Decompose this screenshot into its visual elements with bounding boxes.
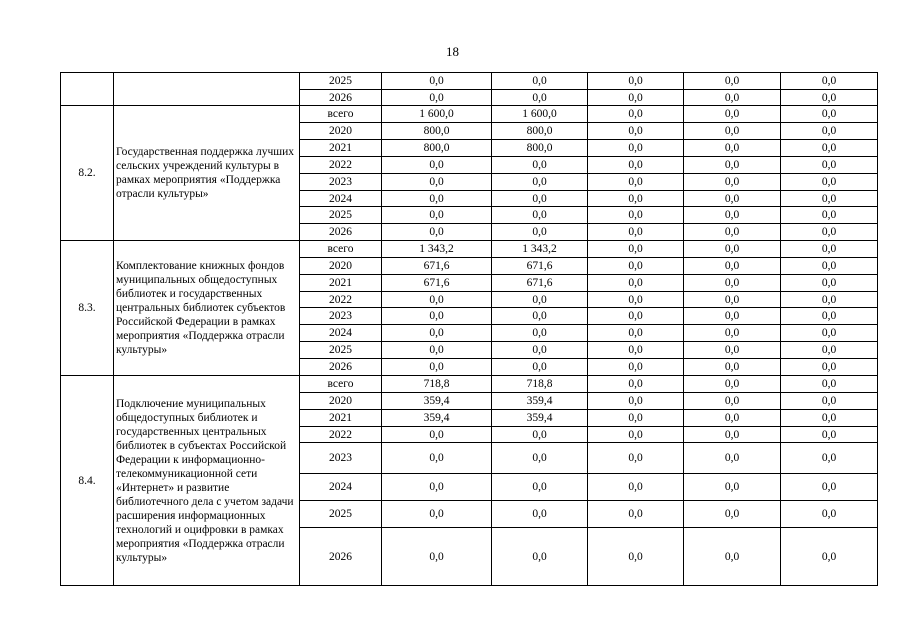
amount-cell: 0,0 [684, 528, 781, 586]
page-number: 18 [446, 44, 459, 59]
table-row [61, 241, 878, 258]
amount-cell: 0,0 [588, 191, 684, 207]
amount-cell: 0,0 [781, 443, 878, 474]
amount-cell: 0,0 [492, 191, 588, 207]
amount-cell: 0,0 [588, 292, 684, 308]
year-cell: 2023 [300, 174, 382, 191]
amount-cell: 0,0 [684, 427, 781, 443]
amount-cell: 0,0 [588, 73, 684, 90]
year-cell: 2022 [300, 427, 382, 443]
item-number-cell: 8.4. [61, 376, 114, 586]
amount-cell: 0,0 [684, 410, 781, 427]
amount-cell: 1 343,2 [492, 241, 588, 258]
amount-cell: 0,0 [492, 325, 588, 342]
amount-cell: 0,0 [382, 501, 492, 528]
amount-cell: 0,0 [781, 308, 878, 325]
amount-cell: 0,0 [382, 174, 492, 191]
amount-cell: 0,0 [588, 359, 684, 376]
amount-cell: 359,4 [382, 393, 492, 410]
table-row [61, 106, 878, 123]
item-number-cell: 8.2. [61, 106, 114, 241]
amount-cell: 0,0 [588, 325, 684, 342]
amount-cell: 0,0 [382, 359, 492, 376]
amount-cell: 0,0 [492, 359, 588, 376]
amount-cell: 0,0 [684, 359, 781, 376]
amount-cell: 1 600,0 [492, 106, 588, 123]
amount-cell: 0,0 [781, 73, 878, 90]
amount-cell: 0,0 [492, 174, 588, 191]
budget-table [60, 72, 878, 586]
amount-cell: 0,0 [781, 342, 878, 359]
table-row [61, 376, 878, 393]
amount-cell: 0,0 [588, 501, 684, 528]
amount-cell: 0,0 [781, 174, 878, 191]
amount-cell: 0,0 [492, 157, 588, 174]
year-cell: всего [300, 376, 382, 393]
amount-cell: 0,0 [492, 342, 588, 359]
amount-cell: 0,0 [781, 140, 878, 157]
amount-cell: 0,0 [588, 123, 684, 140]
amount-cell: 0,0 [382, 157, 492, 174]
year-cell: 2025 [300, 73, 382, 90]
amount-cell: 0,0 [382, 224, 492, 241]
amount-cell: 0,0 [684, 376, 781, 393]
program-name-cell: Комплектование книжных фондов муниципальных общедоступных библиотек и государственных центральных библиотек субъектов Российской Федерации в рамках мероприятия «Поддержка отрасли культуры» [114, 241, 300, 376]
year-cell: 2021 [300, 275, 382, 292]
amount-cell: 0,0 [684, 241, 781, 258]
amount-cell: 0,0 [684, 207, 781, 224]
amount-cell: 0,0 [781, 90, 878, 106]
amount-cell: 0,0 [781, 410, 878, 427]
amount-cell: 0,0 [588, 474, 684, 501]
amount-cell: 0,0 [382, 207, 492, 224]
item-number-cell [61, 73, 114, 106]
amount-cell: 0,0 [382, 325, 492, 342]
amount-cell: 0,0 [781, 241, 878, 258]
program-name-cell: Подключение муниципальных общедоступных библиотек и государственных центральных библиотек в субъектах Российской Федерации к информационно-телекоммуникационной сети «Интернет» и развитие библиотечного дела с учетом задачи расширения информационных технологий и оцифровки в рамках мероприятия «Поддержка отрасли культуры» [114, 376, 300, 586]
amount-cell: 0,0 [781, 325, 878, 342]
year-cell: 2023 [300, 443, 382, 474]
amount-cell: 671,6 [382, 258, 492, 275]
amount-cell: 0,0 [684, 191, 781, 207]
amount-cell: 0,0 [588, 258, 684, 275]
amount-cell: 0,0 [684, 275, 781, 292]
program-name-cell [114, 73, 300, 106]
year-cell: 2026 [300, 528, 382, 586]
amount-cell: 0,0 [492, 207, 588, 224]
amount-cell: 0,0 [492, 292, 588, 308]
amount-cell: 0,0 [684, 224, 781, 241]
amount-cell: 0,0 [382, 528, 492, 586]
amount-cell: 671,6 [492, 275, 588, 292]
amount-cell: 0,0 [492, 90, 588, 106]
amount-cell: 0,0 [588, 90, 684, 106]
amount-cell: 0,0 [588, 106, 684, 123]
amount-cell: 0,0 [588, 241, 684, 258]
amount-cell: 0,0 [382, 73, 492, 90]
amount-cell: 0,0 [781, 207, 878, 224]
amount-cell: 800,0 [492, 140, 588, 157]
amount-cell: 671,6 [382, 275, 492, 292]
amount-cell: 0,0 [684, 443, 781, 474]
year-cell: 2025 [300, 501, 382, 528]
amount-cell: 0,0 [382, 191, 492, 207]
amount-cell: 0,0 [588, 140, 684, 157]
amount-cell: 0,0 [781, 157, 878, 174]
amount-cell: 0,0 [781, 474, 878, 501]
amount-cell: 718,8 [492, 376, 588, 393]
amount-cell: 0,0 [781, 123, 878, 140]
year-cell: 2020 [300, 393, 382, 410]
year-cell: 2020 [300, 123, 382, 140]
amount-cell: 0,0 [781, 258, 878, 275]
amount-cell: 0,0 [588, 376, 684, 393]
amount-cell: 359,4 [382, 410, 492, 427]
amount-cell: 0,0 [781, 427, 878, 443]
table-row [61, 73, 878, 90]
amount-cell: 0,0 [492, 501, 588, 528]
amount-cell: 0,0 [684, 73, 781, 90]
amount-cell: 0,0 [588, 342, 684, 359]
year-cell: 2026 [300, 359, 382, 376]
year-cell: 2024 [300, 191, 382, 207]
amount-cell: 0,0 [684, 393, 781, 410]
year-cell: 2026 [300, 224, 382, 241]
amount-cell: 0,0 [382, 427, 492, 443]
amount-cell: 0,0 [588, 275, 684, 292]
amount-cell: 0,0 [781, 106, 878, 123]
amount-cell: 0,0 [382, 292, 492, 308]
year-cell: 2020 [300, 258, 382, 275]
amount-cell: 0,0 [684, 123, 781, 140]
amount-cell: 0,0 [588, 443, 684, 474]
amount-cell: 0,0 [382, 342, 492, 359]
amount-cell: 0,0 [492, 224, 588, 241]
amount-cell: 0,0 [588, 528, 684, 586]
year-cell: 2021 [300, 140, 382, 157]
year-cell: всего [300, 241, 382, 258]
amount-cell: 0,0 [684, 140, 781, 157]
amount-cell: 671,6 [492, 258, 588, 275]
amount-cell: 0,0 [588, 207, 684, 224]
amount-cell: 0,0 [382, 308, 492, 325]
amount-cell: 0,0 [588, 410, 684, 427]
amount-cell: 0,0 [382, 90, 492, 106]
amount-cell: 0,0 [684, 106, 781, 123]
amount-cell: 359,4 [492, 393, 588, 410]
amount-cell: 1 600,0 [382, 106, 492, 123]
amount-cell: 0,0 [684, 325, 781, 342]
amount-cell: 0,0 [684, 501, 781, 528]
year-cell: 2023 [300, 308, 382, 325]
amount-cell: 0,0 [492, 474, 588, 501]
amount-cell: 0,0 [684, 258, 781, 275]
amount-cell: 0,0 [492, 73, 588, 90]
amount-cell: 0,0 [492, 427, 588, 443]
amount-cell: 800,0 [382, 123, 492, 140]
year-cell: 2026 [300, 90, 382, 106]
item-number-cell: 8.3. [61, 241, 114, 376]
amount-cell: 0,0 [781, 393, 878, 410]
amount-cell: 359,4 [492, 410, 588, 427]
amount-cell: 800,0 [492, 123, 588, 140]
amount-cell: 0,0 [781, 501, 878, 528]
year-cell: 2021 [300, 410, 382, 427]
amount-cell: 0,0 [382, 474, 492, 501]
budget-table-body [61, 73, 878, 586]
amount-cell: 0,0 [492, 443, 588, 474]
amount-cell: 0,0 [781, 224, 878, 241]
amount-cell: 0,0 [382, 443, 492, 474]
amount-cell: 718,8 [382, 376, 492, 393]
amount-cell: 0,0 [781, 292, 878, 308]
amount-cell: 1 343,2 [382, 241, 492, 258]
amount-cell: 0,0 [684, 174, 781, 191]
year-cell: 2024 [300, 474, 382, 501]
amount-cell: 0,0 [781, 191, 878, 207]
amount-cell: 0,0 [684, 292, 781, 308]
amount-cell: 0,0 [588, 427, 684, 443]
amount-cell: 0,0 [684, 342, 781, 359]
amount-cell: 800,0 [382, 140, 492, 157]
amount-cell: 0,0 [492, 528, 588, 586]
amount-cell: 0,0 [781, 528, 878, 586]
year-cell: всего [300, 106, 382, 123]
amount-cell: 0,0 [781, 275, 878, 292]
amount-cell: 0,0 [492, 308, 588, 325]
year-cell: 2022 [300, 157, 382, 174]
year-cell: 2024 [300, 325, 382, 342]
amount-cell: 0,0 [588, 157, 684, 174]
amount-cell: 0,0 [684, 90, 781, 106]
amount-cell: 0,0 [684, 157, 781, 174]
program-name-cell: Государственная поддержка лучших сельских учреждений культуры в рамках мероприятия «Поддержка отрасли культуры» [114, 106, 300, 241]
amount-cell: 0,0 [684, 474, 781, 501]
year-cell: 2025 [300, 342, 382, 359]
amount-cell: 0,0 [588, 393, 684, 410]
year-cell: 2022 [300, 292, 382, 308]
amount-cell: 0,0 [684, 308, 781, 325]
amount-cell: 0,0 [588, 224, 684, 241]
amount-cell: 0,0 [781, 376, 878, 393]
amount-cell: 0,0 [781, 359, 878, 376]
year-cell: 2025 [300, 207, 382, 224]
amount-cell: 0,0 [588, 308, 684, 325]
amount-cell: 0,0 [588, 174, 684, 191]
